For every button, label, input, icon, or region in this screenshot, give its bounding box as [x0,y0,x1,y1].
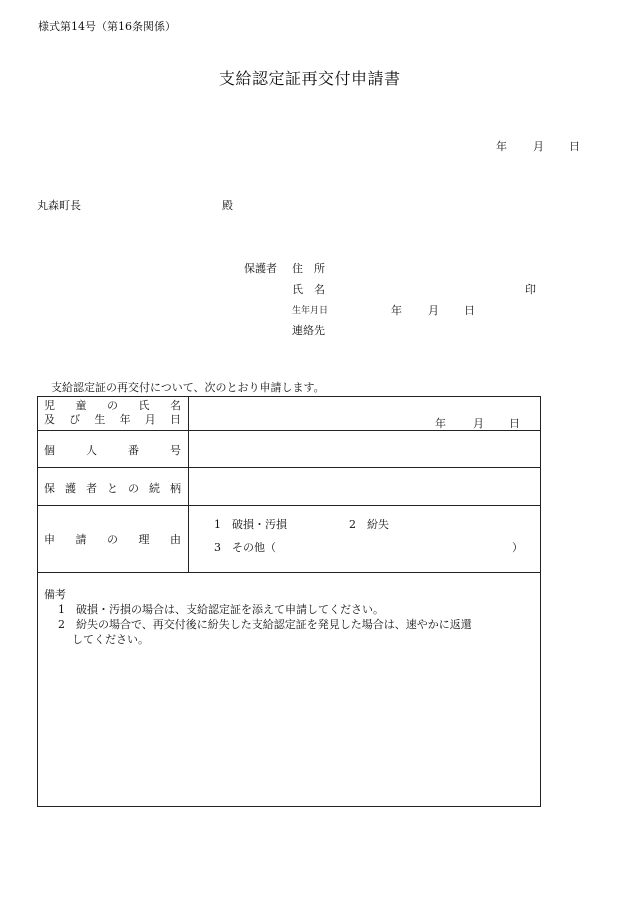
child-label-line1: 児 童 の 氏 名 [44,399,181,412]
date-month: 月 [533,140,544,153]
child-dob-day: 日 [509,417,520,430]
reason-option-damaged: 1 破損・汚損 [214,518,287,531]
reason-other-close: ） [512,541,523,554]
date-day: 日 [569,140,580,153]
dob-month: 月 [428,304,439,317]
dob-year: 年 [391,304,402,317]
child-label-line2: 及 び 生 年 月 日 [44,413,181,426]
page-title: 支給認定証再交付申請書 [219,69,401,88]
application-table [37,396,541,807]
reason-option-other: 3 その他（ [214,541,276,554]
reason-option-lost: 2 紛失 [349,518,389,531]
row-divider [38,467,540,468]
intro-text: 支給認定証の再交付について、次のとおり申請します。 [51,381,325,394]
row-divider [38,430,540,431]
child-name-label [38,399,188,427]
notes-item-1: 1 破損・汚損の場合は、支給認定証を添えて申請してください。 [58,603,384,616]
child-dob-month: 月 [473,417,484,430]
form-number: 様式第14号（第16条関係） [38,20,176,33]
address-label: 住 所 [292,262,325,275]
notes-item-2-line1: 2 紛失の場合で、再交付後に紛失した支給認定証を発見した場合は、速やかに返還 [58,618,472,631]
dob-label: 生年月日 [292,306,329,316]
dob-day: 日 [464,304,475,317]
applicant-role: 保護者 [244,262,277,275]
personal-number-label: 個 人 番 号 [44,444,181,457]
addressee-name: 丸森町長 [37,199,81,212]
date-year: 年 [496,140,507,153]
row-divider [38,572,540,573]
row-divider [38,505,540,506]
name-label: 氏 名 [292,283,325,296]
seal-mark: 印 [525,283,536,296]
notes-heading: 備考 [44,588,66,601]
notes-item-2-line2: してください。 [72,633,149,646]
contact-label: 連絡先 [292,324,325,337]
addressee-honorific: 殿 [222,199,233,212]
notes-section [44,587,472,647]
relationship-label: 保 護 者 と の 続 柄 [44,482,181,495]
reason-label: 申 請 の 理 由 [44,533,181,546]
table-column-divider [188,397,189,572]
child-dob-year: 年 [435,417,446,430]
